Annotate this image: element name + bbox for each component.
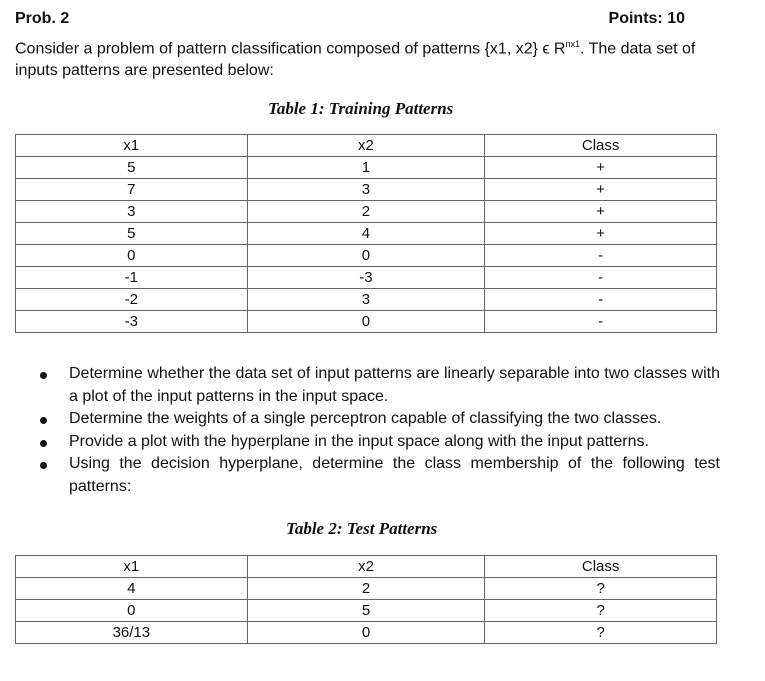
list-item <box>40 431 720 454</box>
table-cell: + <box>485 201 717 223</box>
problem-number: Prob. 2 <box>15 10 70 27</box>
table-cell: 2 <box>247 578 485 600</box>
list-item <box>40 363 720 408</box>
bullet-icon <box>40 372 47 379</box>
header-cell: Class <box>485 556 717 578</box>
table-row <box>16 622 717 644</box>
table-cell: - <box>485 267 717 289</box>
table-row <box>16 267 717 289</box>
table-cell: - <box>485 311 717 333</box>
table-header-row <box>16 135 717 157</box>
table-row <box>16 157 717 179</box>
header-cell: Class <box>485 135 717 157</box>
table-cell: -3 <box>247 267 485 289</box>
intro-superscript: nx1 <box>565 39 580 49</box>
list-item-text: Using the decision hyperplane, determine the class membership of the following test patterns: <box>69 455 720 495</box>
table-cell: 0 <box>247 622 485 644</box>
points-label: Points: 10 <box>608 10 685 27</box>
table-cell: - <box>485 245 717 267</box>
table-row <box>16 578 717 600</box>
intro-text-line2: inputs patterns are presented below: <box>15 62 274 80</box>
training-patterns-table <box>15 134 717 333</box>
table-cell: 3 <box>247 289 485 311</box>
table-cell: 5 <box>247 600 485 622</box>
table-cell: + <box>485 223 717 245</box>
table-row <box>16 600 717 622</box>
table-row <box>16 245 717 267</box>
table-cell: 0 <box>247 311 485 333</box>
table-cell: 0 <box>16 245 248 267</box>
table-row <box>16 223 717 245</box>
table-cell: + <box>485 179 717 201</box>
table2-caption: Table 2: Test Patterns <box>286 519 438 538</box>
header-cell: x1 <box>16 556 248 578</box>
table-cell: -1 <box>16 267 248 289</box>
table-cell: ? <box>485 600 717 622</box>
table-cell: ? <box>485 622 717 644</box>
bullet-icon <box>40 417 47 424</box>
table-row <box>16 311 717 333</box>
table-cell: 0 <box>16 600 248 622</box>
table-cell: 3 <box>247 179 485 201</box>
table-cell: 3 <box>16 201 248 223</box>
task-list <box>40 363 720 498</box>
table-cell: - <box>485 289 717 311</box>
list-item-text: Determine the weights of a single perceptron capable of classifying the two classes. <box>69 410 662 427</box>
table-row <box>16 201 717 223</box>
table-row <box>16 289 717 311</box>
bullet-icon <box>40 462 47 469</box>
list-item <box>40 453 720 498</box>
table-row <box>16 179 717 201</box>
intro-text: Consider a problem of pattern classification composed of patterns {x1, x2} ϵ R <box>15 40 566 58</box>
header-cell: x2 <box>247 135 485 157</box>
table-cell: 36/13 <box>16 622 248 644</box>
table-cell: 7 <box>16 179 248 201</box>
problem-header <box>15 10 685 32</box>
table-cell: 2 <box>247 201 485 223</box>
list-item-text: Provide a plot with the hyperplane in the input space along with the input patterns. <box>69 432 649 450</box>
problem-intro <box>15 33 735 82</box>
table-cell: 4 <box>16 578 248 600</box>
table-cell: -2 <box>16 289 248 311</box>
table-cell: ? <box>485 578 717 600</box>
test-patterns-table <box>15 555 717 644</box>
table-cell: 1 <box>247 157 485 179</box>
table-cell: + <box>485 157 717 179</box>
table-cell: 4 <box>247 223 485 245</box>
table-cell: 5 <box>16 223 248 245</box>
table1-caption: Table 1: Training Patterns <box>268 99 454 118</box>
intro-text-end: . The data set of <box>579 40 696 58</box>
list-item <box>40 408 720 431</box>
header-cell: x2 <box>247 556 485 578</box>
table-cell: -3 <box>16 311 248 333</box>
bullet-icon <box>40 440 47 447</box>
table-cell: 0 <box>247 245 485 267</box>
table-header-row <box>16 556 717 578</box>
header-cell: x1 <box>16 135 248 157</box>
list-item-text: Determine whether the data set of input patterns are linearly separable into two classes with a plot of the input patterns in the input space. <box>69 365 720 405</box>
table-cell: 5 <box>16 157 248 179</box>
